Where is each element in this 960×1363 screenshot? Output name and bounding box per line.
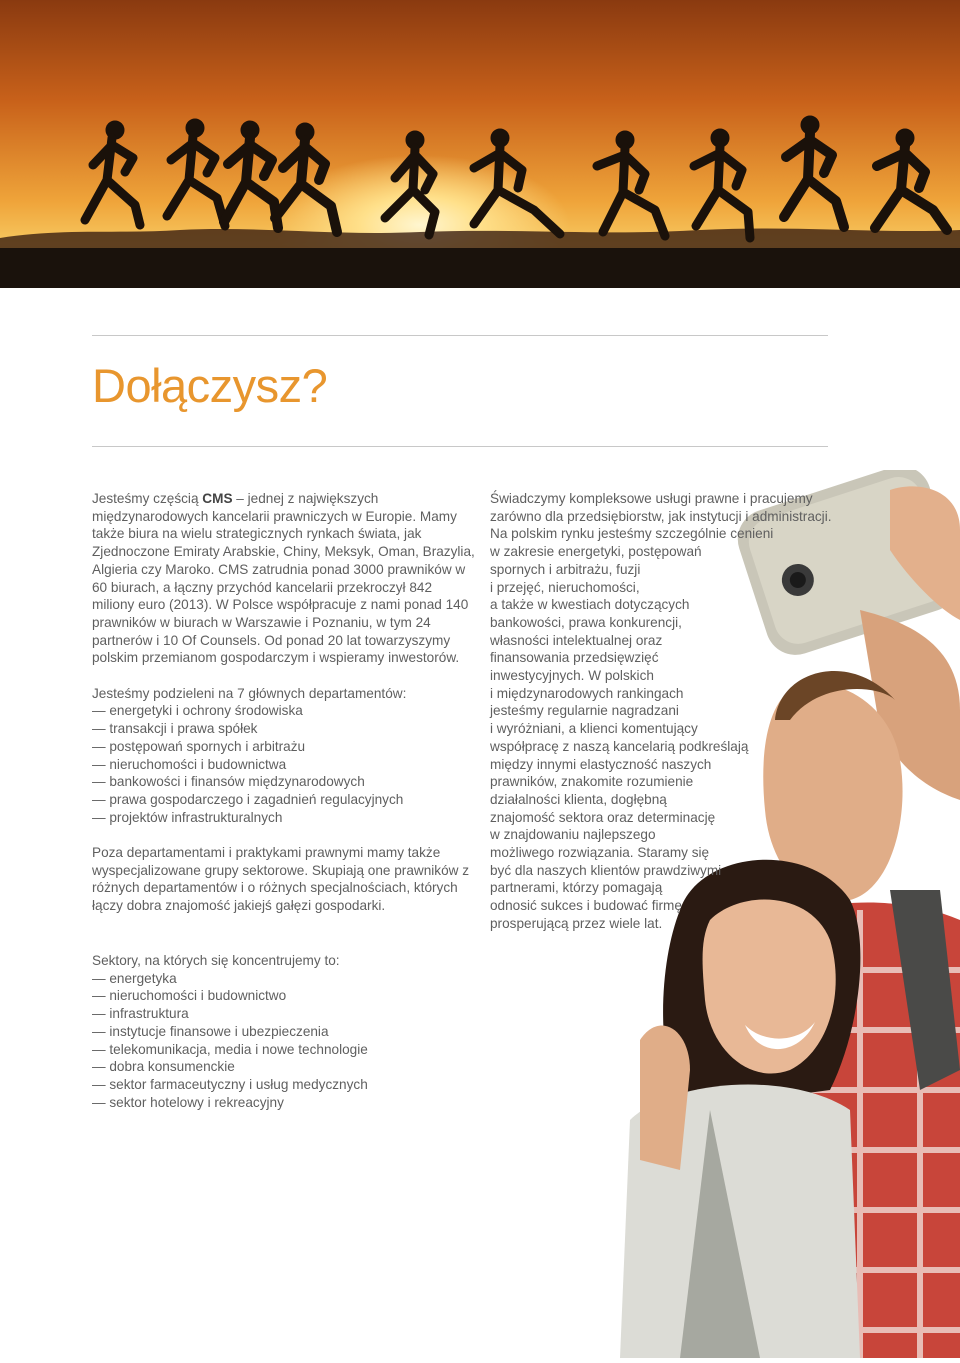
list-item: — energetyka bbox=[92, 970, 482, 988]
list-item: — bankowości i finansów międzynarodowych bbox=[92, 773, 477, 791]
sunset-illustration bbox=[0, 0, 960, 288]
list-item: — projektów infrastrukturalnych bbox=[92, 809, 477, 827]
list-item: — transakcji i prawa spółek bbox=[92, 720, 477, 738]
text-line: finansowania przedsięwzięć bbox=[490, 650, 659, 666]
text-line: Na polskim rynku jesteśmy szczególnie cenieni bbox=[490, 526, 774, 542]
intro-paragraph: Jesteśmy częścią CMS – jednej z największych międzynarodowych kancelarii prawniczych w Europie. Mamy także biura na wielu strategicznych rynkach świata, jak Zjednoczone Emiraty Arabskie, Chiny, Meksyk, Oman, Brazylia, Algieria czy Maroko. CMS zatrudnia ponad 3000 prawników w 60 biurach, a łączny przychód kancelarii przekroczył 842 miliony euro (2013). W Polsce współpracuje z nami ponad 140 prawników w biurach w Warszawie i Poznaniu, w tym 24 partnerów i 10 Of Counsels. Od ponad 20 lat towarzyszymy polskim przemianom gospodarczym i wspieramy inwestorów. bbox=[92, 491, 475, 666]
sectors-intro: Sektory, na których się koncentrujemy to: bbox=[92, 953, 340, 968]
left-column bbox=[92, 490, 477, 933]
sectors-list bbox=[92, 970, 482, 1112]
text-line: w znajdowaniu najlepszego bbox=[490, 827, 656, 843]
list-item: — infrastruktura bbox=[92, 1005, 482, 1023]
text-line: być dla naszych klientów prawdziwymi bbox=[490, 862, 722, 878]
text-line: spornych i arbitrażu, fuzji bbox=[490, 561, 641, 577]
hero-image-runners-sunset bbox=[0, 0, 960, 288]
sectors-block bbox=[92, 952, 482, 1111]
text-line: możliwego rozwiązania. Staramy się bbox=[490, 845, 710, 861]
list-item: — energetyki i ochrony środowiska bbox=[92, 702, 477, 720]
list-item: — dobra konsumenckie bbox=[92, 1058, 482, 1076]
departments-block bbox=[92, 685, 477, 827]
text-line: i przejęć, nieruchomości, bbox=[490, 579, 640, 595]
text-line: inwestycyjnych. W polskich bbox=[490, 668, 654, 684]
text-line: i międzynarodowych rankingach bbox=[490, 685, 684, 701]
departments-list bbox=[92, 702, 477, 826]
list-item: — nieruchomości i budownictwa bbox=[92, 756, 477, 774]
list-item: — instytucje finansowe i ubezpieczenia bbox=[92, 1023, 482, 1041]
brand-name: CMS bbox=[202, 491, 233, 506]
bottom-divider bbox=[92, 446, 828, 447]
text-line: w zakresie energetyki, postępowań bbox=[490, 544, 702, 560]
list-item: — sektor hotelowy i rekreacyjny bbox=[92, 1094, 482, 1112]
right-column bbox=[490, 490, 850, 933]
list-item: — nieruchomości i budownictwo bbox=[92, 987, 482, 1005]
text-line: między innymi elastyczność naszych bbox=[490, 756, 712, 772]
text-line: prawników, znakomite rozumienie bbox=[490, 774, 694, 790]
text-line: jesteśmy regularnie nagradzani bbox=[490, 703, 679, 719]
text-line: znajomość sektora oraz determinację bbox=[490, 809, 716, 825]
departments-intro: Jesteśmy podzieleni na 7 głównych departamentów: bbox=[92, 685, 407, 701]
text-line: i wyróżniani, a klienci komentujący bbox=[490, 721, 698, 737]
text-line: współpracę z naszą kancelarią podkreślają bbox=[490, 738, 749, 754]
list-item: — sektor farmaceutyczny i usług medycznych bbox=[92, 1076, 482, 1094]
text-line: partnerami, którzy pomagają bbox=[490, 880, 663, 896]
groups-paragraph: Poza departamentami i praktykami prawnymi mamy także wyspecjalizowane grupy sektorowe. Skupiają one prawników z różnych departamentów i o różnych specjalnościach, których łączy dobra znajomość jakiejś gałęzi gospodarki. bbox=[92, 845, 470, 914]
list-item: — postępowań spornych i arbitrażu bbox=[92, 738, 477, 756]
text-line: zarówno dla przedsiębiorstw, jak instytucji i administracji. bbox=[490, 508, 832, 524]
text-line: działalności klienta, dogłębną bbox=[490, 791, 667, 807]
text-line: prosperującą przez wiele lat. bbox=[490, 915, 663, 931]
text-line: bankowości, prawa konkurencji, bbox=[490, 614, 682, 630]
list-item: — telekomunikacja, media i nowe technologie bbox=[92, 1041, 482, 1059]
text-line: własności intelektualnej oraz bbox=[490, 632, 663, 648]
text-line: a także w kwestiach dotyczących bbox=[490, 597, 690, 613]
top-divider bbox=[92, 335, 828, 336]
list-item: — prawa gospodarczego i zagadnień regulacyjnych bbox=[92, 791, 477, 809]
page-title: Dołączysz? bbox=[92, 359, 328, 412]
text-line: Świadczymy kompleksowe usługi prawne i pracujemy bbox=[490, 491, 813, 506]
text-line: odnosić sukces i budować firmę bbox=[490, 898, 682, 914]
